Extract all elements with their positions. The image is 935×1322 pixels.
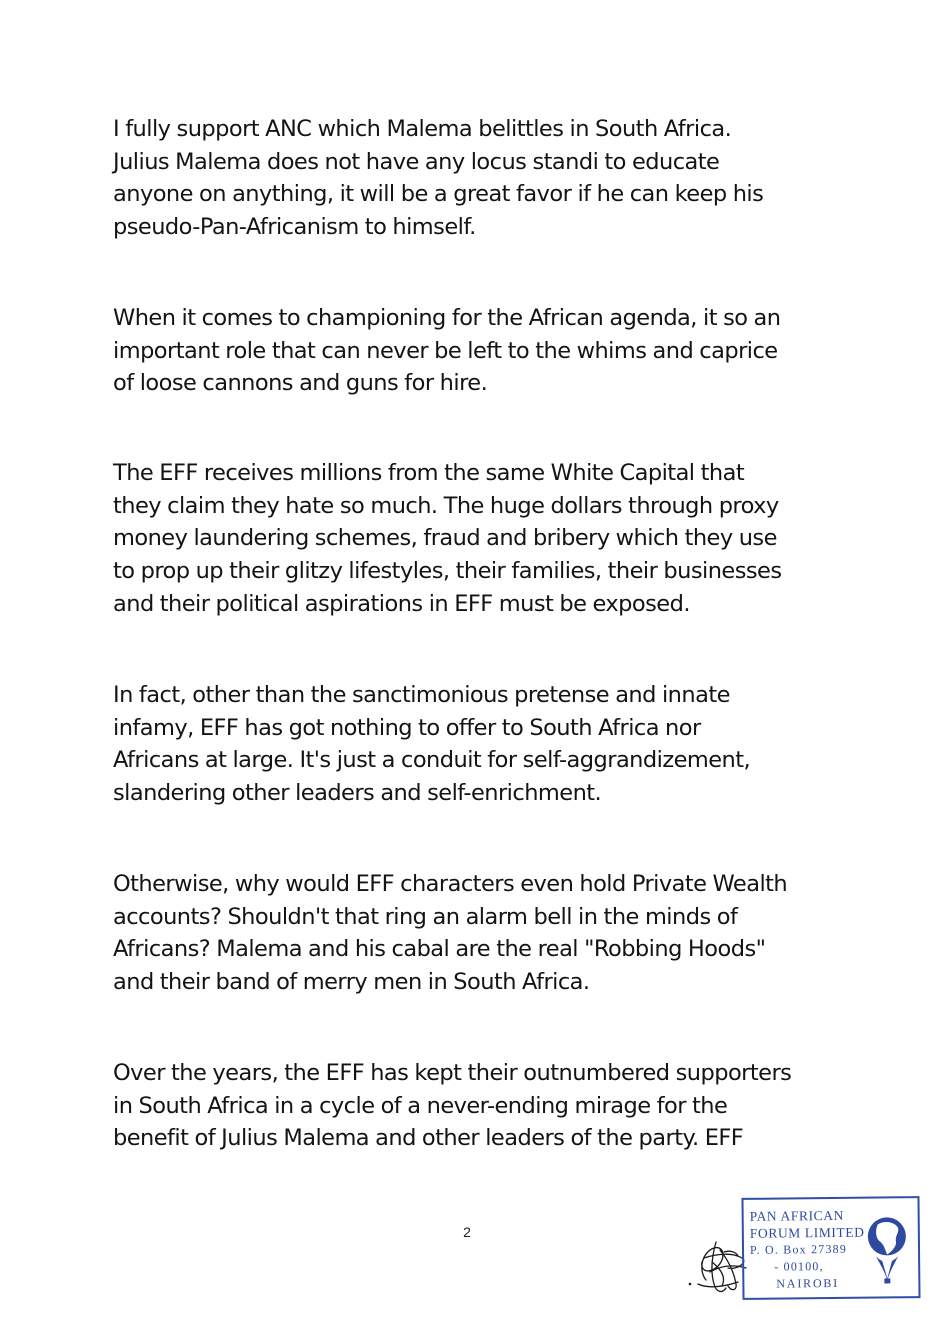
stamp-line: - 00100, xyxy=(774,1259,824,1274)
page-number: 2 xyxy=(463,1224,471,1240)
paragraph-line: Otherwise, why would EFF characters even hold Private Wealth xyxy=(113,871,788,897)
paragraph-5 xyxy=(113,868,853,999)
stamp-text xyxy=(750,1207,871,1293)
paragraph-line: money laundering schemes, fraud and bribery which they use xyxy=(113,525,777,552)
paragraph-1 xyxy=(113,113,853,244)
stamp-line: PAN AFRICAN xyxy=(749,1207,845,1224)
paragraph-line: In fact, other than the sanctimonious pretense and innate xyxy=(113,682,730,708)
paragraph-line: in South Africa in a cycle of a never-ending mirage for the xyxy=(113,1092,728,1119)
paragraph-line: slandering other leaders and self-enrichment. xyxy=(113,780,602,807)
paragraph-line: they claim they hate so much. The huge dollars through proxy xyxy=(113,492,779,519)
paragraph-4 xyxy=(113,679,853,810)
paragraph-line: of loose cannons and guns for hire. xyxy=(113,370,488,397)
paragraph-line: important role that can never be left to the whims and caprice xyxy=(113,337,778,364)
paragraph-line: The EFF receives millions from the same White Capital that xyxy=(113,460,745,486)
paragraph-6 xyxy=(113,1057,853,1155)
stamp-line: NAIROBI xyxy=(776,1275,840,1291)
paragraph-line: and their band of merry men in South Africa. xyxy=(113,969,590,996)
africa-globe-torch-icon xyxy=(862,1208,913,1289)
paragraph-line: infamy, EFF has got nothing to offer to South Africa nor xyxy=(113,714,701,741)
paragraph-line: to prop up their glitzy lifestyles, their families, their businesses xyxy=(113,558,782,585)
paragraph-line: benefit of Julius Malema and other leaders of the party. EFF xyxy=(113,1125,744,1152)
stamp-line: FORUM LIMITED xyxy=(749,1224,865,1241)
paragraph-line: Over the years, the EFF has kept their outnumbered supporters xyxy=(113,1060,792,1086)
paragraph-line: I fully support ANC which Malema belittles in South Africa. xyxy=(113,116,732,142)
paragraph-line: Julius Malema does not have any locus standi to educate xyxy=(113,148,720,175)
stamp-line: P. O. Box 27389 xyxy=(749,1241,848,1257)
paragraph-line: Africans at large. It's just a conduit for self-aggrandizement, xyxy=(113,747,751,774)
paragraph-line: pseudo-Pan-Africanism to himself. xyxy=(113,214,476,241)
paragraph-line: anyone on anything, it will be a great favor if he can keep his xyxy=(113,181,764,208)
paragraph-line: When it comes to championing for the African agenda, it so an xyxy=(113,305,781,331)
paragraph-line: Africans? Malema and his cabal are the real "Robbing Hoods" xyxy=(113,936,766,963)
paragraph-3 xyxy=(113,457,853,621)
paragraph-line: and their political aspirations in EFF must be exposed. xyxy=(113,590,690,617)
paragraph-2 xyxy=(113,302,853,400)
company-stamp xyxy=(741,1196,920,1300)
paragraph-line: accounts? Shouldn't that ring an alarm bell in the minds of xyxy=(113,903,738,930)
